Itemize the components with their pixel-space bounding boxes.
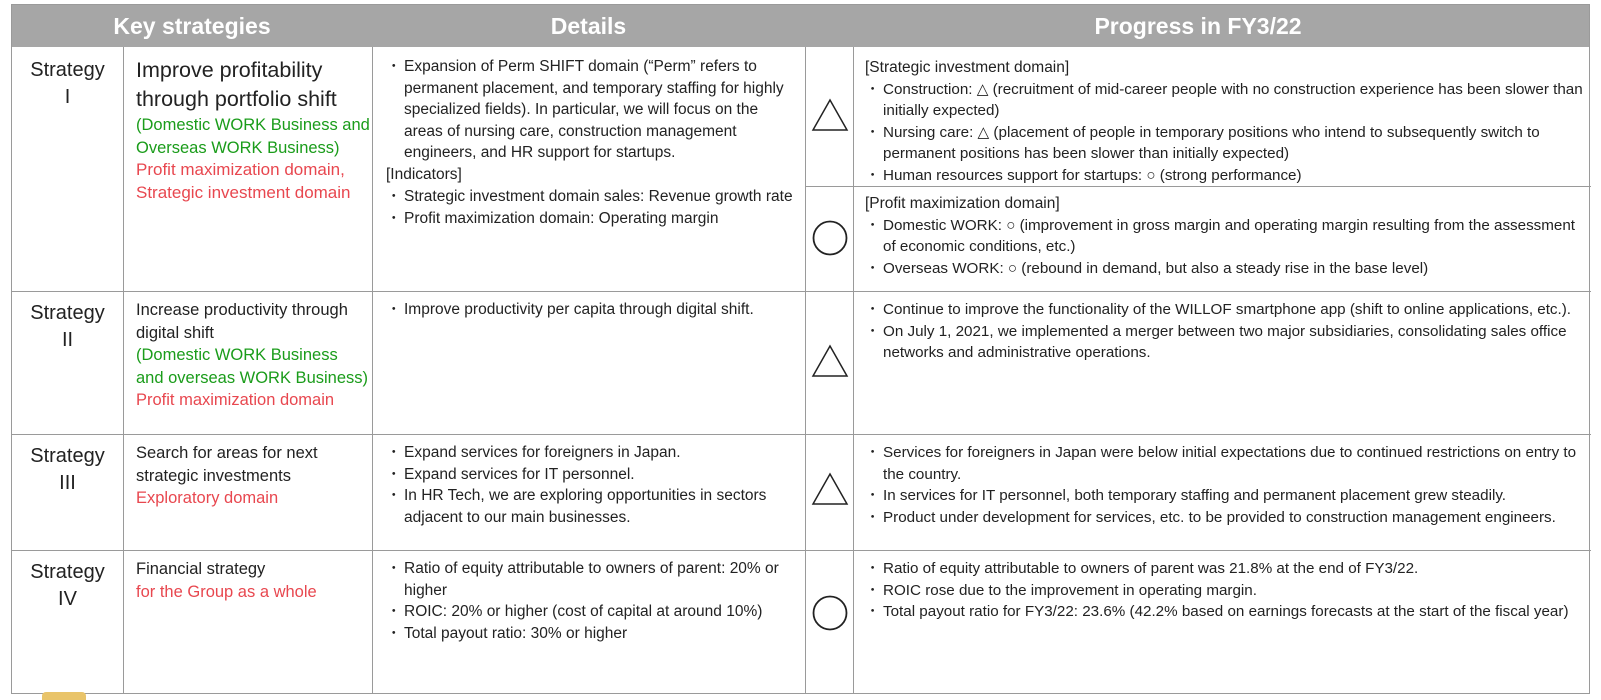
progress-item: ・ In services for IT personnel, both temporary staffing and permanent placement grew steadily. xyxy=(865,485,1585,507)
progress-item: ・ On July 1, 2021, we implemented a merger between two major subsidiaries, consolidating sales office networks and administrative operations. xyxy=(865,321,1585,364)
details-cell xyxy=(386,299,798,321)
header-progress: Progress in FY3/22 xyxy=(1094,13,1302,39)
key-strategy xyxy=(136,299,368,412)
progress-item: ・ Domestic WORK: ○ (improvement in gross margin and operating margin resulting from the assessment of economic conditions, etc.) xyxy=(865,215,1585,258)
strategy-label-word: Strategy xyxy=(30,561,105,583)
key-strategy-business: (Domestic WORK Business and overseas WORK Business) xyxy=(136,346,369,387)
progress-item: ・ ROIC rose due to the improvement in operating margin. xyxy=(865,580,1585,602)
header-key-strategies: Key strategies xyxy=(113,13,271,39)
divider xyxy=(12,434,1591,435)
progress-item: ・ Human resources support for startups: ○ (strong performance) xyxy=(865,165,1585,187)
details-item: ・ Expand services for foreigners in Japan. xyxy=(386,442,798,464)
strategy-label-numeral: IV xyxy=(58,588,77,610)
progress-cell xyxy=(865,442,1585,528)
strategy-label-numeral: II xyxy=(61,329,74,351)
strategy-label-numeral: I xyxy=(64,86,71,108)
divider xyxy=(123,47,124,693)
circle-status-icon xyxy=(811,594,849,632)
table-header xyxy=(12,5,1589,47)
strategy-label-word: Strategy xyxy=(30,302,105,324)
details-item: ・ Expansion of Perm SHIFT domain (“Perm” refers to permanent placement, and temporary staffing for highly specialized fields). In particular, we will focus on the areas of nursing care, construction management engineers, and HR support for startups. xyxy=(386,56,798,164)
progress-cell xyxy=(865,558,1585,623)
progress-item: ・ Services for foreigners in Japan were below initial expectations due to continued restrictions on entry to the country. xyxy=(865,442,1585,485)
key-strategy xyxy=(136,558,368,603)
details-item: ・ ROIC: 20% or higher (cost of capital at around 10%) xyxy=(386,601,798,623)
progress-heading: [Strategic investment domain] xyxy=(865,59,1070,76)
key-strategy-title: Search for areas for next strategic investments xyxy=(136,444,318,485)
key-strategy-domain: Profit maximization domain, Strategic investment domain xyxy=(136,160,351,202)
progress-item: ・ Continue to improve the functionality of the WILLOF smartphone app (shift to online applications, etc.). xyxy=(865,299,1585,321)
logo-fragment xyxy=(42,692,86,700)
key-strategy xyxy=(136,56,370,204)
circle-status-icon xyxy=(811,219,849,257)
key-strategy-domain: Profit maximization domain xyxy=(136,391,335,409)
strategy-label xyxy=(12,300,123,354)
indicator-item: ・ Strategic investment domain sales: Revenue growth rate xyxy=(386,186,798,208)
divider xyxy=(853,47,854,693)
progress-item: ・ Product under development for services, etc. to be provided to construction management engineers. xyxy=(865,507,1585,529)
strategy-table xyxy=(11,4,1590,694)
strategy-label xyxy=(12,57,123,111)
key-strategy-domain: Exploratory domain xyxy=(136,489,279,507)
divider xyxy=(805,47,806,693)
details-cell xyxy=(386,56,798,229)
progress-cell xyxy=(865,299,1585,364)
key-strategy-title: Improve profitability through portfolio shift xyxy=(136,58,337,111)
details-item: ・ Total payout ratio: 30% or higher xyxy=(386,623,798,645)
strategy-label-numeral: III xyxy=(59,472,76,494)
progress-cell xyxy=(865,193,1585,279)
details-item: ・ Ratio of equity attributable to owners of parent: 20% or higher xyxy=(386,558,798,601)
triangle-status-icon xyxy=(810,343,850,379)
progress-item: ・ Ratio of equity attributable to owners of parent was 21.8% at the end of FY3/22. xyxy=(865,558,1585,580)
details-cell xyxy=(386,558,798,644)
divider xyxy=(372,47,373,693)
divider xyxy=(805,186,1591,187)
progress-item: ・ Overseas WORK: ○ (rebound in demand, but also a steady rise in the base level) xyxy=(865,258,1585,280)
triangle-status-icon xyxy=(810,97,850,133)
strategy-label xyxy=(12,443,123,497)
strategy-label-word: Strategy xyxy=(30,59,105,81)
progress-cell xyxy=(865,57,1585,186)
details-item: ・ In HR Tech, we are exploring opportunities in sectors adjacent to our main businesses. xyxy=(386,485,798,528)
details-cell xyxy=(386,442,798,528)
details-item: ・ Improve productivity per capita through digital shift. xyxy=(386,299,798,321)
key-strategy-business: (Domestic WORK Business and Overseas WORK Business) xyxy=(136,116,370,157)
progress-item: ・ Construction: △ (recruitment of mid-career people with no construction experience has been slower than initially expected) xyxy=(865,79,1585,122)
key-strategy xyxy=(136,442,368,510)
strategy-label-word: Strategy xyxy=(30,445,105,467)
key-strategy-title: Financial strategy xyxy=(136,560,266,578)
progress-heading: [Profit maximization domain] xyxy=(865,195,1060,212)
progress-item: ・ Total payout ratio for FY3/22: 23.6% (42.2% based on earnings forecasts at the start of the fiscal year) xyxy=(865,601,1585,623)
progress-item: ・ Nursing care: △ (placement of people in temporary positions who intend to subsequently switch to permanent positions has been slower than initially expected) xyxy=(865,122,1585,165)
strategy-label xyxy=(12,559,123,613)
indicator-item: ・ Profit maximization domain: Operating margin xyxy=(386,208,798,230)
triangle-status-icon xyxy=(810,471,850,507)
key-strategy-title: Increase productivity through digital shift xyxy=(136,301,348,342)
header-details: Details xyxy=(550,13,627,39)
details-item: ・ Expand services for IT personnel. xyxy=(386,464,798,486)
divider xyxy=(12,550,1591,551)
key-strategy-domain: for the Group as a whole xyxy=(136,582,317,601)
divider xyxy=(12,291,1591,292)
indicators-label: [Indicators] xyxy=(386,165,462,183)
